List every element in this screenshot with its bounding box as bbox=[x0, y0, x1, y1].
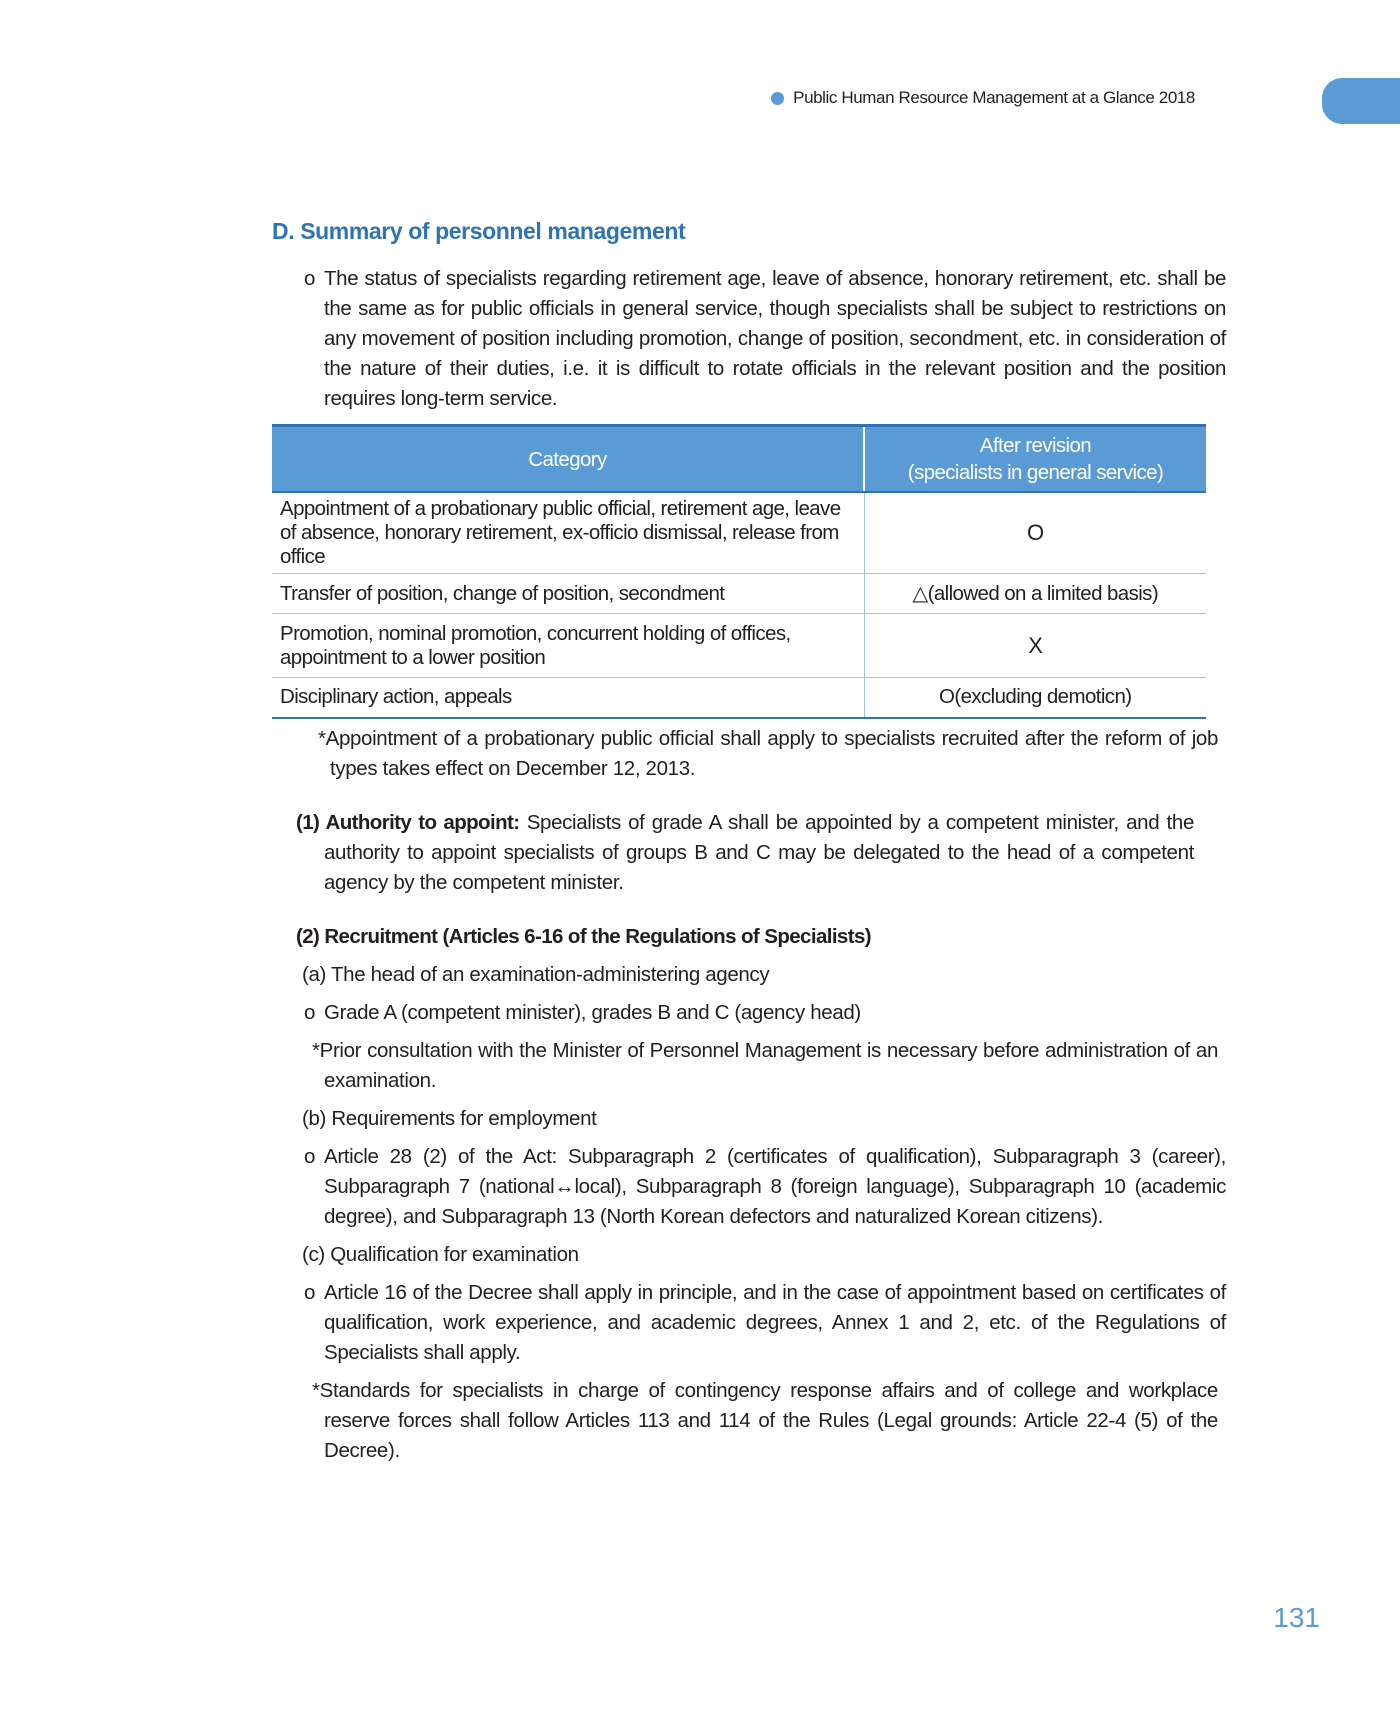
value-cell: △(allowed on a limited basis) bbox=[864, 574, 1206, 614]
bullet-b: o Article 28 (2) of the Act: Subparagraph 2 (certificates of qualification), Subparagraph 3 (career), Subparagraph 7 (national↔local), Subparagraph 8 (foreign language), Subparagraph 10 (academic degree), and Subparagraph 13 (North Korean defectors and naturalized Korean citizens). bbox=[304, 1142, 1226, 1232]
subheading-c: (c) Qualification for examination bbox=[302, 1243, 579, 1266]
page-number: 131 bbox=[1273, 1602, 1320, 1633]
value-cell: X bbox=[864, 614, 1206, 678]
running-header bbox=[771, 88, 1195, 108]
bullet-circle-icon: o bbox=[304, 1001, 316, 1024]
authority-paragraph bbox=[296, 808, 1194, 898]
table-row bbox=[272, 492, 1206, 574]
category-cell: Appointment of a probationary public official, retirement age, leave of absence, honorary retirement, ex-officio dismissal, release from office bbox=[272, 492, 864, 574]
table-row bbox=[272, 678, 1206, 718]
note-a: *Prior consultation with the Minister of Personnel Management is necessary before administration of an examination. bbox=[312, 1039, 1218, 1092]
bullet-circle-icon: o bbox=[304, 1281, 316, 1304]
value-cell: O(excluding demoticn) bbox=[864, 678, 1206, 718]
value-cell: O bbox=[864, 492, 1206, 574]
recruitment-heading: (2) Recruitment (Articles 6-16 of the Regulations of Specialists) bbox=[296, 925, 871, 948]
authority-heading: (1) Authority to appoint: bbox=[296, 811, 520, 834]
running-title: Public Human Resource Management at a Glance 2018 bbox=[793, 88, 1195, 107]
subheading-a: (a) The head of an examination-administering agency bbox=[302, 963, 770, 986]
table-footnote: *Appointment of a probationary public official shall apply to specialists recruited after the reform of job types takes effect on December 12, 2013. bbox=[318, 727, 1218, 780]
header-after-revision: After revision (specialists in general service) bbox=[864, 426, 1206, 493]
bullet-circle-icon: o bbox=[304, 267, 316, 290]
category-cell: Transfer of position, change of position, secondment bbox=[272, 574, 864, 614]
intro-paragraph bbox=[304, 264, 1226, 414]
category-cell: Promotion, nominal promotion, concurrent holding of offices, appointment to a lower position bbox=[272, 614, 864, 678]
bullet-circle-icon: o bbox=[304, 1145, 316, 1168]
bullet-c: o Article 16 of the Decree shall apply in principle, and in the case of appointment based on certificates of qualification, work experience, and academic degrees, Annex 1 and 2, etc. of the Regulations of Specialists shall apply. bbox=[304, 1278, 1226, 1368]
header-category: Category bbox=[272, 426, 864, 493]
category-cell: Disciplinary action, appeals bbox=[272, 678, 864, 718]
note-c: *Standards for specialists in charge of contingency response affairs and of college and workplace reserve forces shall follow Articles 113 and 114 of the Rules (Legal grounds: Article 22-4 (5) of the Decree). bbox=[312, 1379, 1218, 1462]
bullet-dot-icon bbox=[771, 92, 784, 105]
subheading-b: (b) Requirements for employment bbox=[302, 1107, 597, 1130]
page-edge-tab bbox=[1322, 78, 1400, 124]
table-row bbox=[272, 574, 1206, 614]
summary-table bbox=[272, 424, 1206, 719]
intro-text: The status of specialists regarding retirement age, leave of absence, honorary retirement, etc. shall be the same as for public officials in general service, though specialists shall be subject to restrictions on any movement of position including promotion, change of position, secondment, etc. in consideration of the nature of their duties, i.e. it is difficult to rotate officials in the relevant position and the position requires long-term service. bbox=[324, 267, 1226, 410]
authority-text: Specialists of grade A shall be appointed by a competent minister, and the authority to appoint specialists of groups B and C may be delegated to the head of a competent agency by the competent minister. bbox=[324, 811, 1195, 894]
table-row bbox=[272, 614, 1206, 678]
section-title: D. Summary of personnel management bbox=[272, 218, 686, 244]
bullet-a: o Grade A (competent minister), grades B and C (agency head) bbox=[304, 998, 1226, 1028]
